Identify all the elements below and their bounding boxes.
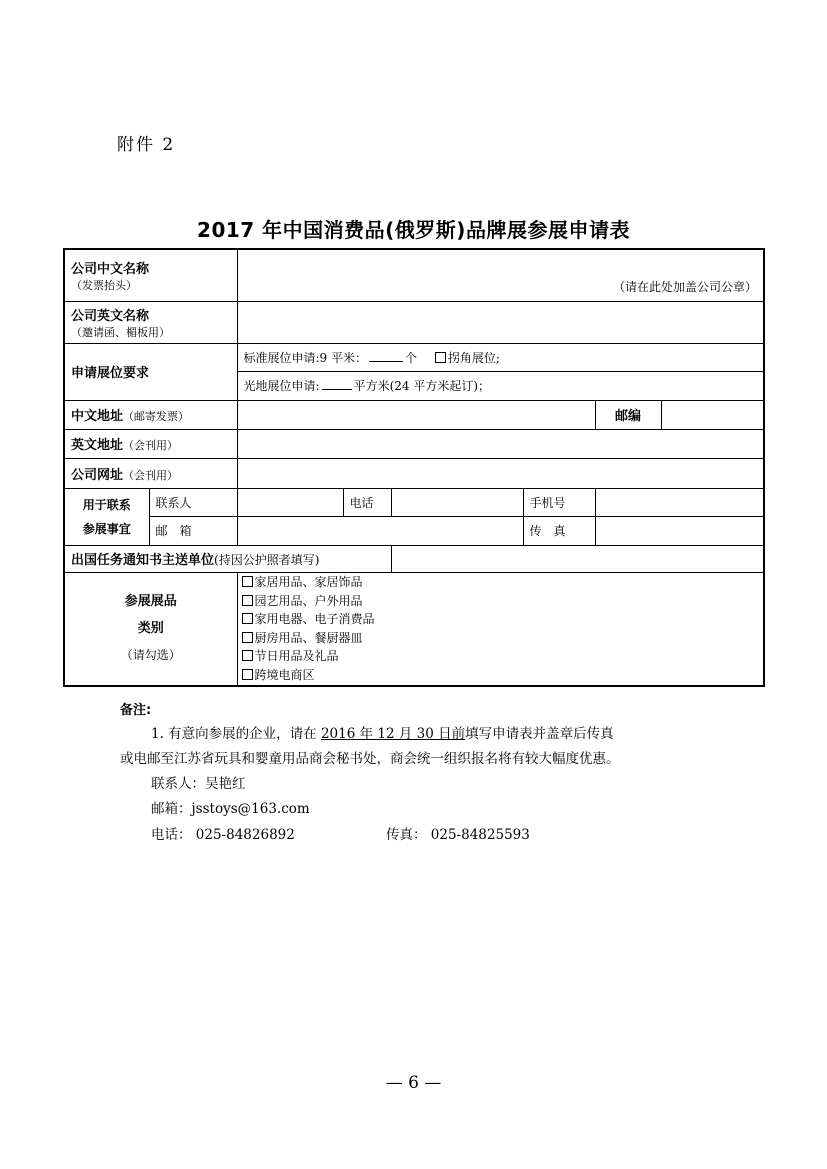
company-en-label: 公司英文名称: [71, 308, 150, 324]
company-cn-field[interactable]: [237, 249, 764, 301]
checkbox-icon: [242, 669, 253, 680]
company-cn-label-cell: [64, 249, 237, 301]
company-en-field[interactable]: [237, 301, 764, 343]
contact-group-label-2: 参展事宜: [82, 521, 131, 536]
booth-standard-prefix: 标准展位申请:9 平米：: [243, 350, 368, 365]
addr-cn-label-cell: [64, 400, 237, 429]
booth-standard-unit: 个: [405, 350, 418, 365]
sender-unit-label-cell: [64, 545, 391, 572]
category-option[interactable]: [242, 592, 760, 611]
company-cn-label: 公司中文名称: [71, 261, 150, 277]
company-en-label-cell: [64, 301, 237, 343]
company-cn-sub: （发票抬头）: [71, 278, 137, 292]
category-option[interactable]: [242, 610, 760, 629]
addr-cn-field[interactable]: [237, 400, 595, 429]
booth-standard-field[interactable]: [237, 343, 764, 371]
checkbox-icon: [242, 576, 253, 587]
addr-en-label: 英文地址: [71, 438, 124, 453]
page-number: — 6 —: [385, 1073, 442, 1093]
row-addr-cn: [64, 400, 764, 429]
checkbox-icon: [242, 632, 253, 643]
category-option[interactable]: [242, 666, 760, 685]
category-option[interactable]: [242, 573, 760, 592]
row-email: [64, 516, 764, 545]
category-label: 节日用品及礼品: [254, 649, 339, 664]
deadline-date: 2016 年 12 月 30 日前: [320, 726, 466, 742]
category-label: 跨境电商区: [254, 667, 315, 682]
booth-raw-suffix: 平方米(24 平方米起订)；: [353, 379, 491, 393]
category-label: 厨房用品、餐厨器皿: [254, 630, 363, 645]
addr-en-label-cell: [64, 429, 237, 458]
row-addr-en: [64, 429, 764, 458]
category-label-2: 类别: [137, 621, 164, 637]
booth-raw-field[interactable]: [237, 371, 764, 400]
checkbox-icon: [242, 613, 253, 624]
row-categories: [64, 572, 764, 686]
category-label-3: （请勾选）: [120, 648, 181, 663]
website-field[interactable]: [237, 458, 764, 488]
row-booth-standard: [64, 343, 764, 371]
email-label: 邮 箱: [149, 516, 237, 545]
postcode-label: 邮编: [595, 400, 661, 429]
application-form: [63, 248, 765, 687]
notes-line-1: 1. 有意向参展的企业，请在 2016 年 12 月 30 日前填写申请表并盖章后传真: [151, 726, 614, 742]
row-website: [64, 458, 764, 488]
form-title: 2017 年中国消费品(俄罗斯)品牌展参展申请表: [197, 218, 630, 242]
checkbox-icon: [242, 650, 253, 661]
addr-cn-sub: （邮寄发票）: [123, 410, 190, 423]
category-label-cell: [64, 572, 237, 686]
sender-unit-sub: (持因公护照者填写): [214, 553, 320, 567]
row-company-en: [64, 301, 764, 343]
postcode-field[interactable]: [661, 400, 764, 429]
category-label-1: 参展展品: [124, 594, 177, 610]
notes-contact: 联系人：吴艳红: [151, 776, 246, 792]
phone-field[interactable]: [391, 488, 523, 516]
email-field[interactable]: [237, 516, 523, 545]
notes-email: 邮箱：jsstoys@163.com: [151, 801, 310, 817]
contact-group-label-1: 用于联系: [82, 497, 131, 512]
category-label: 家居用品、家居饰品: [254, 575, 363, 590]
company-en-sub: （邀请函、楣板用）: [71, 325, 170, 339]
seal-note: （请在此处加盖公司公章）: [613, 279, 758, 294]
notes-phone: 电话： 025-84826892: [151, 827, 295, 843]
website-label: 公司网址: [71, 467, 124, 483]
addr-en-sub: （会刊用）: [123, 439, 179, 452]
corner-checkbox[interactable]: [435, 351, 500, 365]
notes-fax: 传真： 025-84825593: [386, 827, 530, 843]
row-sender-unit: [64, 545, 764, 572]
booth-corner-label: 拐角展位;: [447, 350, 500, 365]
sender-unit-label: 出国任务通知书主送单位: [71, 553, 215, 568]
category-label: 园艺用品、户外用品: [254, 593, 363, 608]
sender-unit-field[interactable]: [391, 545, 764, 572]
phone-label: 电话: [343, 488, 391, 516]
row-contact: [64, 488, 764, 516]
category-option[interactable]: [242, 629, 760, 648]
attachment-label: 附件 2: [117, 135, 176, 155]
notes-heading: 备注:: [120, 703, 152, 718]
booth-label: 申请展位要求: [64, 343, 237, 400]
contact-person-field[interactable]: [237, 488, 343, 516]
fax-field[interactable]: [595, 516, 764, 545]
contact-person-label: 联系人: [149, 488, 237, 516]
booth-raw-prefix: 光地展位申请:: [243, 379, 320, 393]
addr-en-field[interactable]: [237, 429, 764, 458]
category-option[interactable]: [242, 647, 760, 666]
contact-group-label: [64, 488, 149, 545]
checkbox-icon: [435, 352, 446, 363]
notes-line-2: 或电邮至江苏省玩具和婴童用品商会秘书处，商会统一组织报名将有较大幅度优惠。: [120, 751, 620, 767]
row-company-cn: [64, 249, 764, 301]
website-label-cell: [64, 458, 237, 488]
mobile-label: 手机号: [523, 488, 595, 516]
mobile-field[interactable]: [595, 488, 764, 516]
checkbox-icon: [242, 595, 253, 606]
category-label: 家用电器、电子消费品: [254, 612, 375, 627]
website-sub: （会刊用）: [123, 468, 179, 482]
category-options: [237, 572, 764, 686]
fax-label: 传 真: [523, 516, 595, 545]
addr-cn-label: 中文地址: [71, 409, 124, 424]
